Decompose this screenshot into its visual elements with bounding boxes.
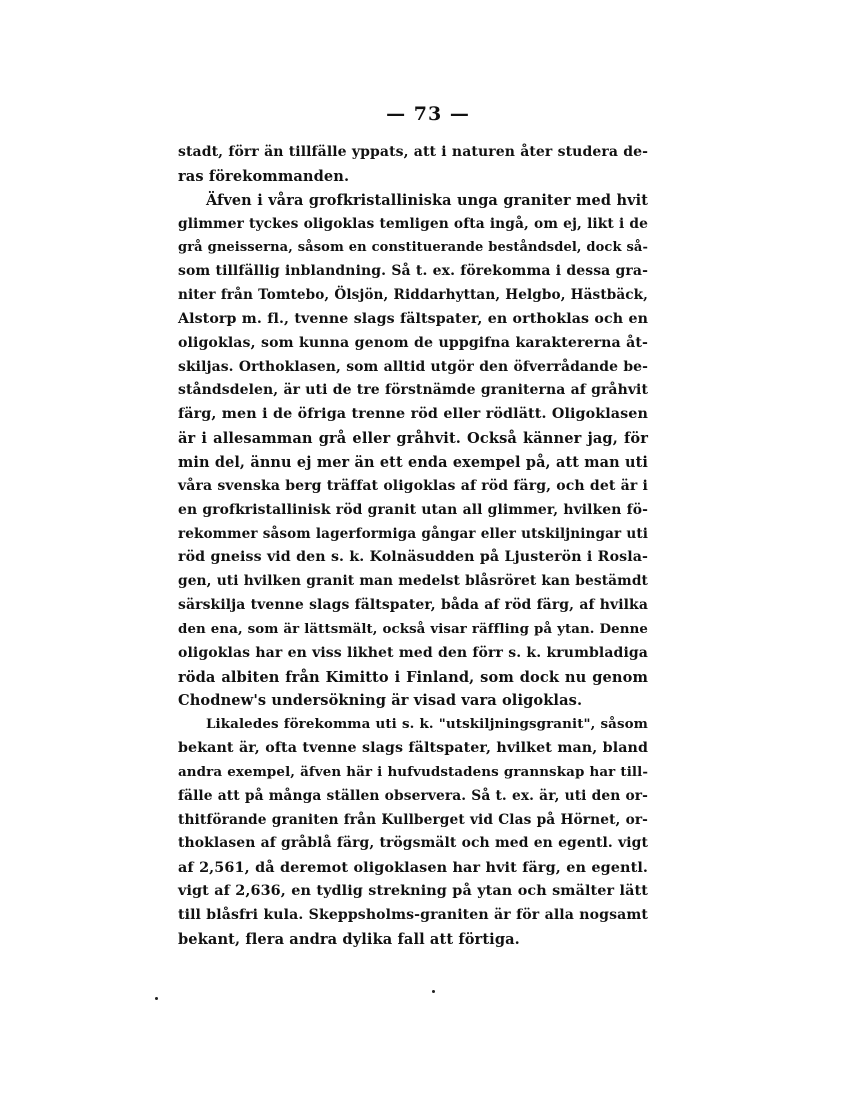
- text-line: glimmer tyckes oligoklas temligen ofta ingå, om ej, likt i de: [178, 215, 648, 232]
- text-line: stadt, förr än tillfälle yppats, att i naturen åter studera de-: [178, 144, 648, 160]
- text-line: oligoklas har en viss likhet med den förr s. k. krumbladiga: [178, 644, 648, 661]
- text-line: röd gneiss vid den s. k. Kolnäsudden på Ljusterön i Rosla-: [178, 549, 648, 566]
- text-line: vigt af 2,636, en tydlig strekning på ytan och smälter lätt: [178, 883, 648, 900]
- print-speck: [432, 990, 435, 993]
- body-text: [178, 141, 648, 952]
- text-line: andra exempel, äfven här i hufvudstadens grannskap har till-: [178, 763, 648, 780]
- text-line: våra svenska berg träffat oligoklas af röd färg, och det är i: [178, 477, 648, 494]
- text-line: färg, men i de öfriga trenne röd eller rödlätt. Oligoklasen: [178, 406, 648, 423]
- text-line: fälle att på många ställen observera. Så t. ex. är, uti den or-: [178, 787, 648, 804]
- text-line: grå gneisserna, såsom en constituerande beståndsdel, dock så-: [178, 240, 648, 256]
- text-line: Äfven i våra grofkristalliniska unga graniter med hvit: [206, 191, 648, 209]
- text-line: Chodnew's undersökning är visad vara oligoklas.: [178, 692, 583, 710]
- text-line: den ena, som är lättsmält, också visar räffling på ytan. Denne: [178, 620, 648, 637]
- text-line: bekant är, ofta tvenne slags fältspater, hvilket man, bland: [178, 740, 648, 757]
- text-line: ras förekommanden.: [178, 167, 350, 185]
- text-line: niter från Tomtebo, Ölsjön, Riddarhyttan, Helgbo, Hästbäck,: [178, 287, 648, 304]
- text-line: oligoklas, som kunna genom de uppgifna karaktererna åt-: [178, 334, 648, 351]
- print-speck: [155, 997, 158, 1000]
- page-number: — 73 —: [386, 103, 470, 125]
- text-line: en grofkristallinisk röd granit utan all glimmer, hvilken fö-: [178, 501, 648, 518]
- text-line: af 2,561, då deremot oligoklasen har hvit färg, en egentl.: [178, 859, 648, 877]
- text-line: särskilja tvenne slags fältspater, båda af röd färg, af hvilka: [178, 597, 648, 614]
- text-line: min del, ännu ej mer än ett enda exempel på, att man uti: [178, 453, 648, 471]
- text-line: Alstorp m. fl., tvenne slags fältspater, en orthoklas och en: [178, 310, 648, 327]
- text-line: röda albiten från Kimitto i Finland, som dock nu genom: [178, 668, 648, 686]
- text-line: ståndsdelen, är uti de tre förstnämde graniterna af gråhvit: [178, 382, 648, 399]
- text-line: gen, uti hvilken granit man medelst blåsröret kan bestämdt: [178, 573, 648, 590]
- text-line: Likaledes förekomma uti s. k. "utskiljningsgranit", såsom: [206, 716, 648, 733]
- text-line: är i allesamman grå eller gråhvit. Också känner jag, för: [178, 430, 648, 448]
- text-line: som tillfällig inblandning. Så t. ex. förekomma i dessa gra-: [178, 263, 648, 280]
- text-line: thitförande graniten från Kullberget vid Clas på Hörnet, or-: [178, 811, 648, 828]
- text-line: skiljas. Orthoklasen, som alltid utgör den öfverrådande be-: [178, 358, 648, 375]
- text-line: bekant, flera andra dylika fall att förtiga.: [178, 930, 520, 948]
- text-line: rekommer såsom lagerformiga gångar eller utskiljningar uti: [178, 525, 648, 542]
- text-line: thoklasen af gråblå färg, trögsmält och med en egentl. vigt: [178, 835, 648, 852]
- text-line: till blåsfri kula. Skeppsholms-graniten är för alla nogsamt: [178, 907, 648, 923]
